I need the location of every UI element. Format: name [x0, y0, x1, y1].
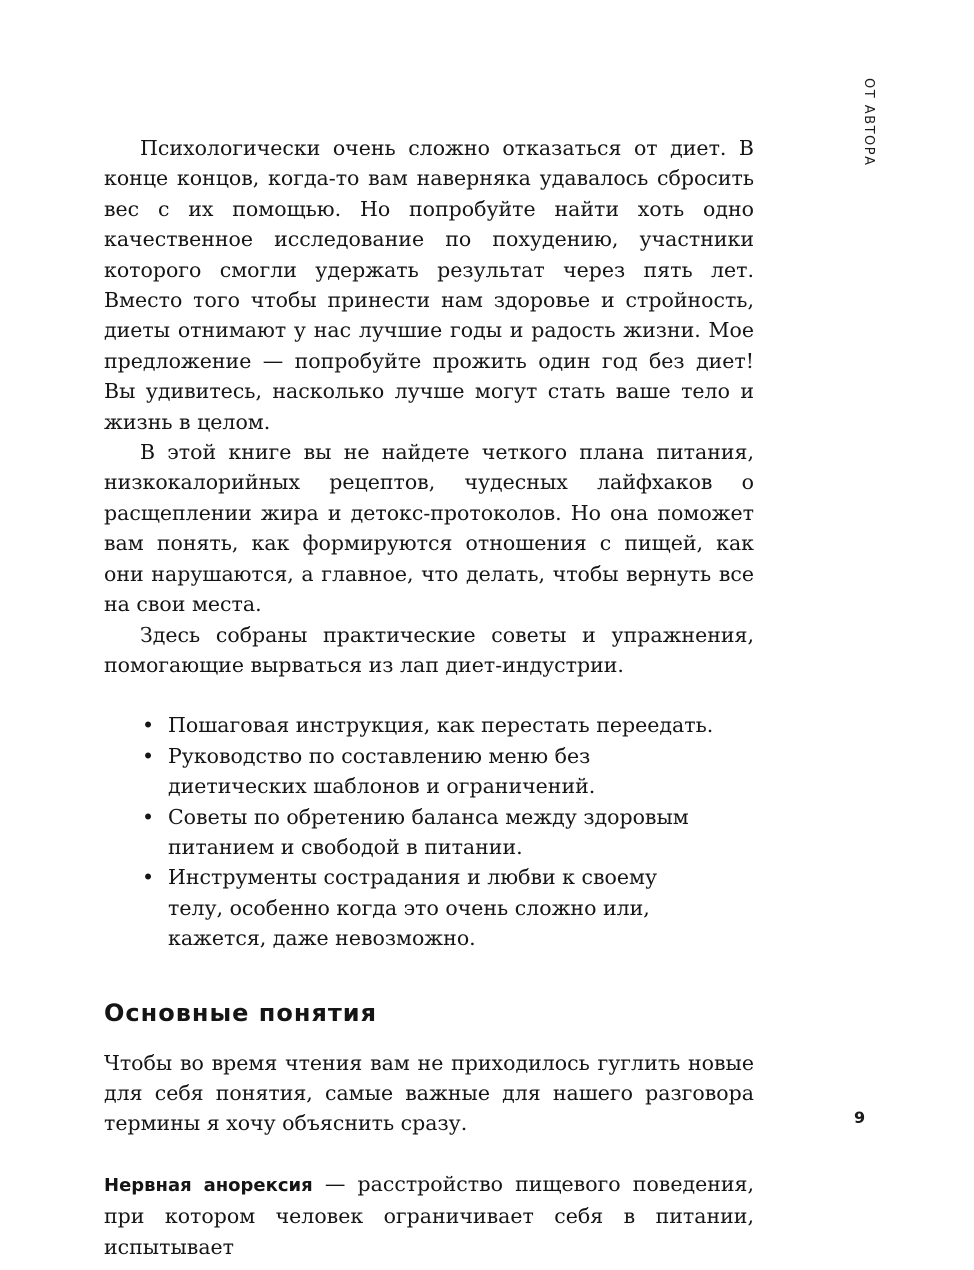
paragraph-practical-tips: Здесь собраны практические советы и упражнения, помогающие вырваться из лап диет-индустрии.	[104, 622, 754, 677]
bullet-item	[104, 862, 754, 953]
section-heading: Основные понятия	[104, 998, 378, 1027]
bullet-item	[104, 802, 754, 863]
bullet-icon: •	[142, 713, 155, 738]
bullet-text: Пошаговая инструкция, как перестать переедать.	[168, 713, 714, 738]
section-intro: Чтобы во время чтения вам не приходилось гуглить новые для себя понятия, самые важные для нашего разговора термины я хочу объяснить сразу.	[104, 1050, 754, 1136]
bullet-list	[104, 710, 754, 953]
bullet-text: Руководство по составлению меню без диетических шаблонов и ограничений.	[168, 743, 596, 799]
running-head: ОТ АВТОРА	[861, 78, 876, 167]
term-name: Нервная анорексия	[104, 1174, 313, 1196]
bullet-item	[104, 710, 754, 740]
paragraph-diets: Психологически очень сложно отказаться от диет. В конце концов, когда-то вам наверняка удавалось сбросить вес с их помощью. Но попробуйте найти хоть одно качественное исследование по похудению, участники которого смогли удержать результат через пять лет. Вместо того чтобы принести нам здоровье и стройность, диеты отнимают у нас лучшие годы и радость жизни. Мое предложение — попробуйте прожить один год без диет! Вы удивитесь, насколько лучше могут стать ваше тело и жизнь в целом.	[104, 136, 754, 434]
main-text-column	[104, 133, 754, 1262]
term-definition	[104, 1169, 754, 1262]
page-number: 9	[854, 1108, 866, 1127]
bullet-icon: •	[142, 804, 155, 829]
paragraph-book-scope: В этой книге вы не найдете четкого плана питания, низкокалорийных рецептов, чудесных лайфхаков о расщеплении жира и детокс-протоколов. Но она поможет вам понять, как формируются отношения с пищей, как они нарушаются, а главное, что делать, чтобы вернуть все на свои места.	[104, 440, 754, 617]
bullet-icon: •	[142, 865, 155, 890]
bullet-icon: •	[142, 743, 155, 768]
bullet-text: Советы по обретению баланса между здоровым питанием и свободой в питании.	[168, 804, 689, 859]
bullet-text: Инструменты сострадания и любви к своему телу, особенно когда это очень сложно или, кажется, даже невозможно.	[168, 865, 658, 951]
term-definition-text: — расстройство пищевого поведения, при котором человек ограничивает себя в питании, испытывает	[104, 1171, 754, 1259]
bullet-item	[104, 741, 754, 802]
